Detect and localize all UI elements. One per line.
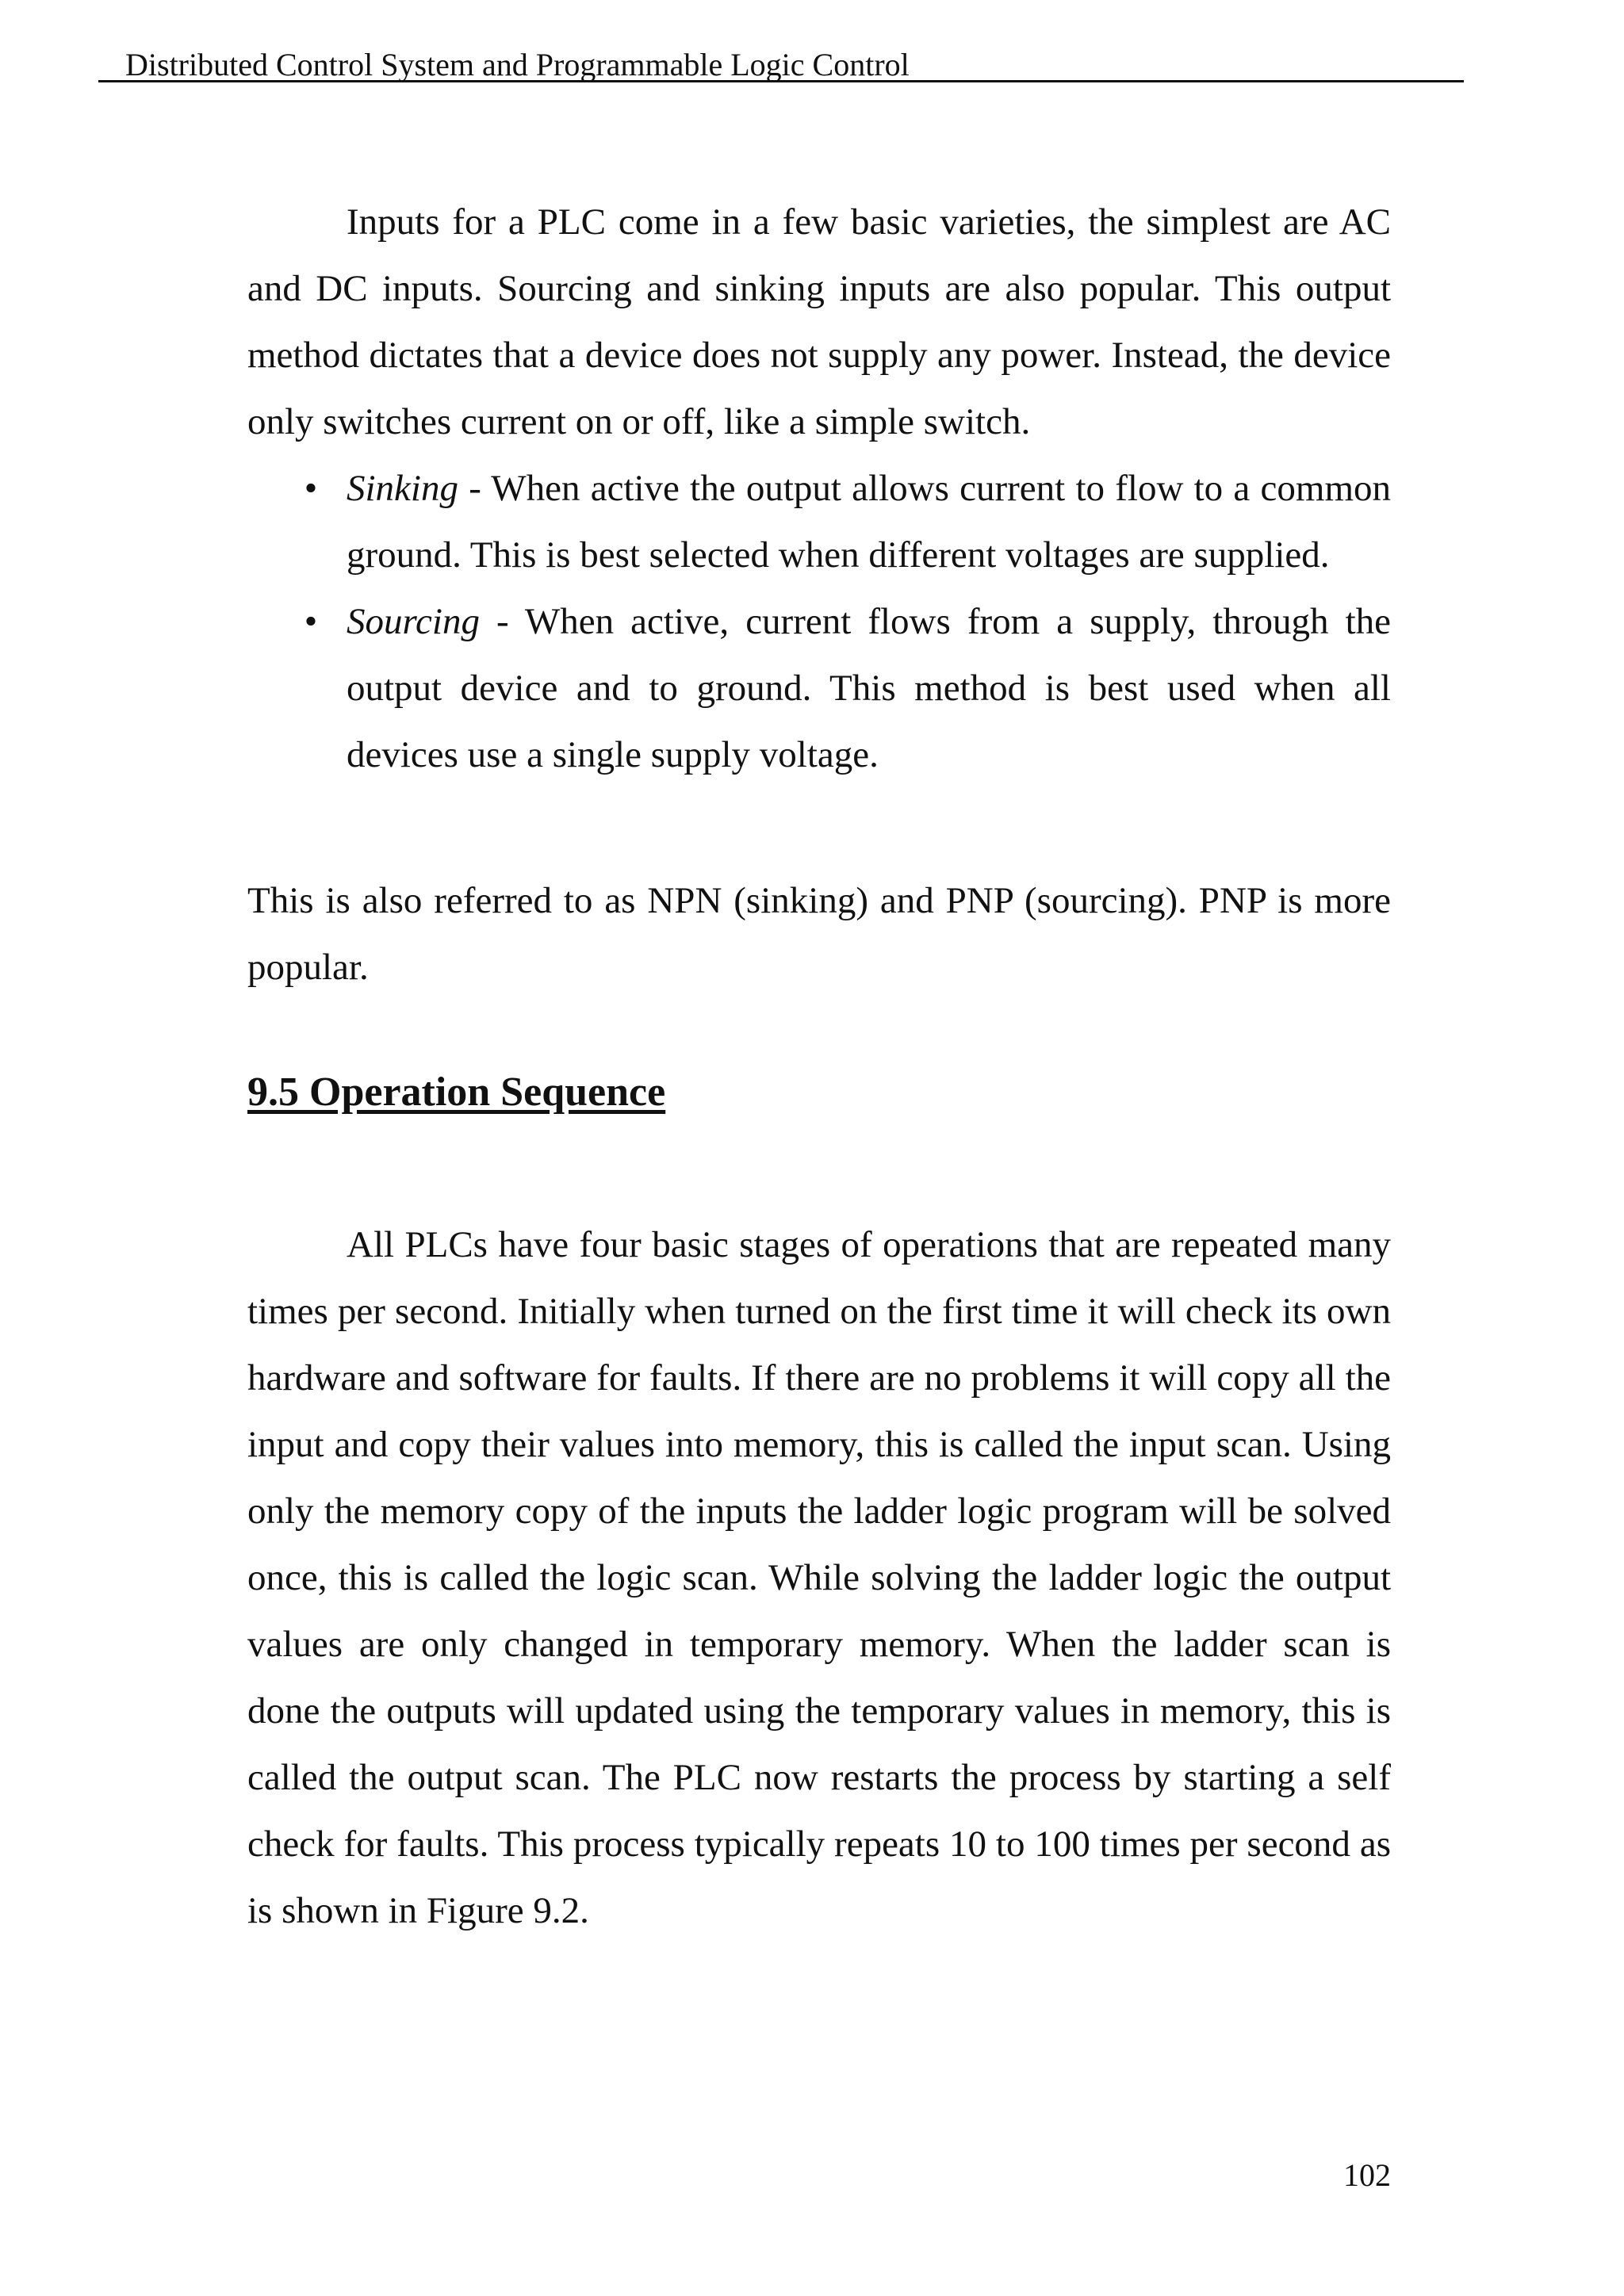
- bullet-term: Sourcing: [347, 601, 480, 642]
- page-number: 102: [1343, 2157, 1391, 2193]
- list-item-sinking: [247, 455, 1391, 588]
- list-item-sourcing: [247, 588, 1391, 788]
- section-heading: 9.5 Operation Sequence: [247, 1070, 666, 1115]
- closing-paragraph: This is also referred to as NPN (sinking) and PNP (sourcing). PNP is more popular.: [247, 880, 1391, 988]
- intro-paragraph: Inputs for a PLC come in a few basic varieties, the simplest are AC and DC inputs. Sourcing and sinking inputs are also popular. This output method dictates that a device does not supply any power. Instead, the device only switches current on or off, like a simple switch.: [247, 201, 1391, 442]
- bullet-icon: •: [304, 468, 318, 509]
- bullet-text: - When active the output allows current to flow to a common ground. This is best selected when different voltages are supplied.: [347, 468, 1391, 576]
- running-header-title: Distributed Control System and Programmable Logic Control: [125, 47, 910, 82]
- running-header: [98, 46, 1464, 82]
- bullet-list: [247, 455, 1391, 788]
- bullet-text: - When active, current flows from a supply, through the output device and to ground. This method is best used when all devices use a single supply voltage.: [347, 601, 1391, 775]
- section-paragraph: All PLCs have four basic stages of operations that are repeated many times per second. Initially when turned on the first time it will check its own hardware and software for faults. If there are no problems it will copy all the input and copy their values into memory, this is called the input scan. Using only the memory copy of the inputs the ladder logic program will be solved once, this is called the logic scan. While solving the ladder logic the output values are only changed in temporary memory. When the ladder scan is done the outputs will updated using the temporary values in memory, this is called the output scan. The PLC now restarts the process by starting a self check for faults. This process typically repeats 10 to 100 times per second as is shown in Figure 9.2.: [247, 1224, 1391, 1931]
- bullet-term: Sinking: [347, 468, 458, 509]
- bullet-icon: •: [304, 601, 318, 642]
